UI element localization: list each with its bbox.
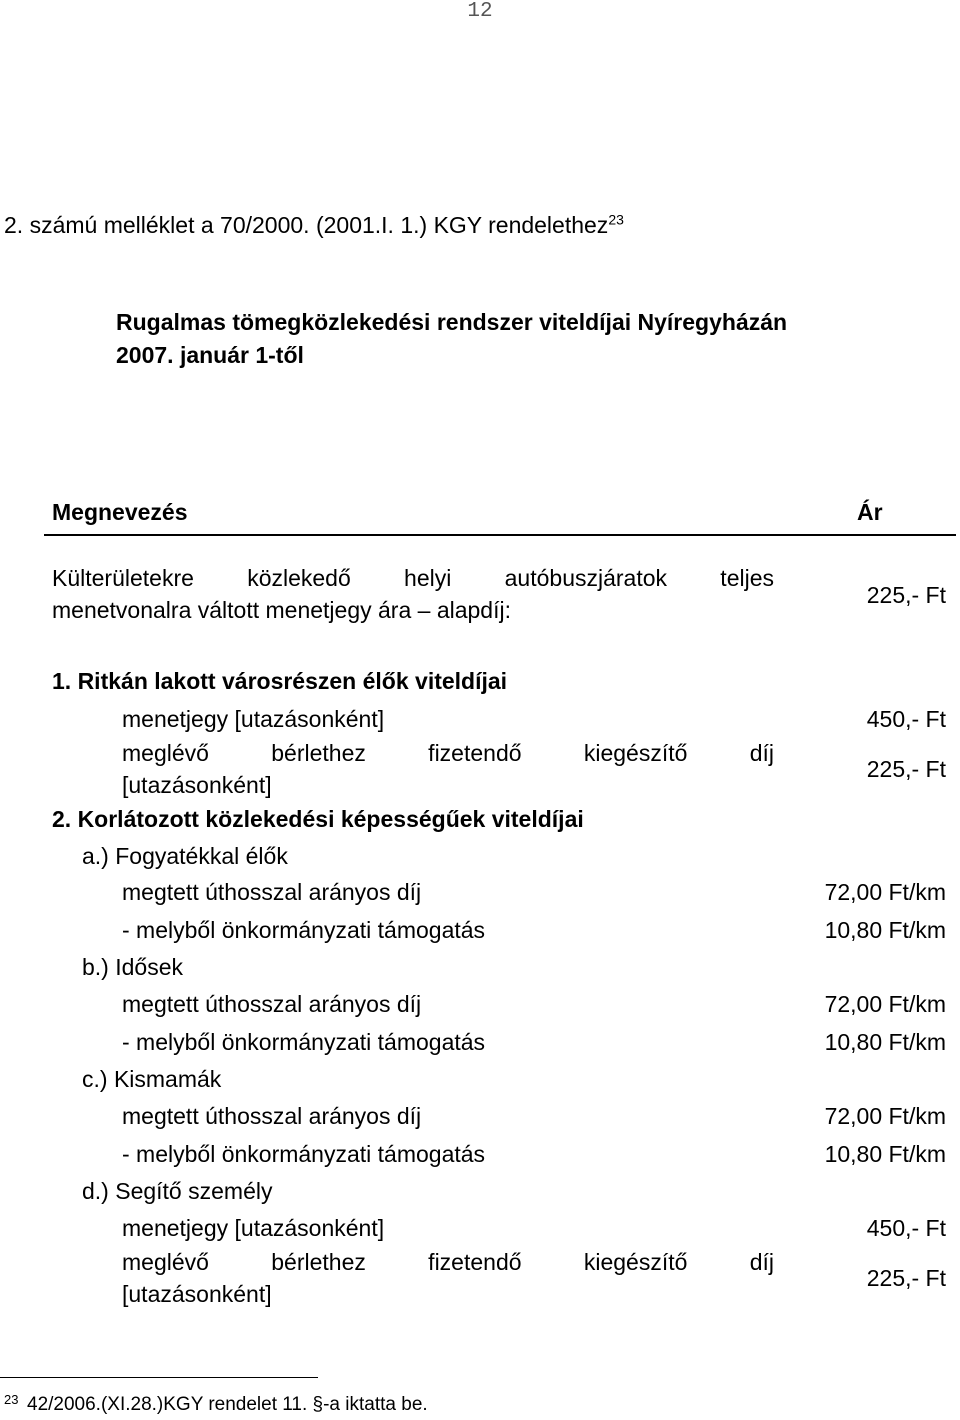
- section1-title: 1. Ritkán lakott városrészen élők viteldíjai: [52, 668, 508, 694]
- group-c-label: c.) Kismamák: [82, 1066, 222, 1092]
- group-d-ticket-price: 450,- Ft: [866, 1215, 946, 1241]
- group-d-supplement-line2: [utazásonként]: [122, 1281, 272, 1307]
- group-a-label: a.) Fogyatékkal élők: [82, 843, 288, 869]
- document-title-line2: 2007. január 1-től: [116, 342, 304, 368]
- section1-supplement-line2: [utazásonként]: [122, 772, 272, 798]
- base-fare-line1: Külterületekre közlekedő helyi autóbuszjáratok teljes: [52, 565, 774, 591]
- annex-footnote-ref: 23: [608, 211, 624, 228]
- footnote-separator: [0, 1377, 318, 1378]
- group-d-supplement-line1: meglévő bérlethez fizetendő kiegészítő díj: [122, 1249, 774, 1275]
- column-header-price: Ár: [857, 499, 883, 525]
- section2-title: 2. Korlátozott közlekedési képességűek viteldíjai: [52, 806, 584, 832]
- group-b-label: b.) Idősek: [82, 954, 183, 980]
- section1-supplement-line1: meglévő bérlethez fizetendő kiegészítő díj: [122, 740, 774, 766]
- section1-ticket-label: menetjegy [utazásonként]: [122, 706, 385, 732]
- group-b-fee-label: megtett úthosszal arányos díj: [122, 991, 422, 1017]
- group-b-support-label: - melyből önkormányzati támogatás: [122, 1029, 486, 1055]
- section1-supplement-price: 225,- Ft: [866, 756, 946, 782]
- group-c-support-label: - melyből önkormányzati támogatás: [122, 1141, 486, 1167]
- group-c-fee-price: 72,00 Ft/km: [824, 1103, 946, 1129]
- group-d-ticket-label: menetjegy [utazásonként]: [122, 1215, 385, 1241]
- column-header-name: Megnevezés: [52, 499, 188, 525]
- group-c-support-price: 10,80 Ft/km: [824, 1141, 946, 1167]
- base-fare-line2: menetvonalra váltott menetjegy ára – alapdíj:: [52, 597, 511, 623]
- section1-ticket-price: 450,- Ft: [866, 706, 946, 732]
- footnote-number: 23: [4, 1392, 19, 1407]
- page-number: 12: [467, 0, 493, 23]
- annex-text: 2. számú melléklet a 70/2000. (2001.I. 1.) KGY rendelethez: [4, 212, 609, 238]
- group-a-fee-label: megtett úthosszal arányos díj: [122, 879, 422, 905]
- group-c-fee-label: megtett úthosszal arányos díj: [122, 1103, 422, 1129]
- group-d-supplement-price: 225,- Ft: [866, 1265, 946, 1291]
- group-b-fee-price: 72,00 Ft/km: [824, 991, 946, 1017]
- base-fare-price: 225,- Ft: [866, 582, 946, 608]
- group-a-support-label: - melyből önkormányzati támogatás: [122, 917, 486, 943]
- header-underline: [44, 534, 956, 536]
- group-a-support-price: 10,80 Ft/km: [824, 917, 946, 943]
- footnote-text: 42/2006.(XI.28.)KGY rendelet 11. §-a iktatta be.: [27, 1394, 428, 1415]
- group-a-fee-price: 72,00 Ft/km: [824, 879, 946, 905]
- annex-heading: [4, 212, 624, 239]
- group-b-support-price: 10,80 Ft/km: [824, 1029, 946, 1055]
- group-d-label: d.) Segítő személy: [82, 1178, 273, 1204]
- document-title-line1: Rugalmas tömegközlekedési rendszer viteldíjai Nyíregyházán: [116, 309, 788, 335]
